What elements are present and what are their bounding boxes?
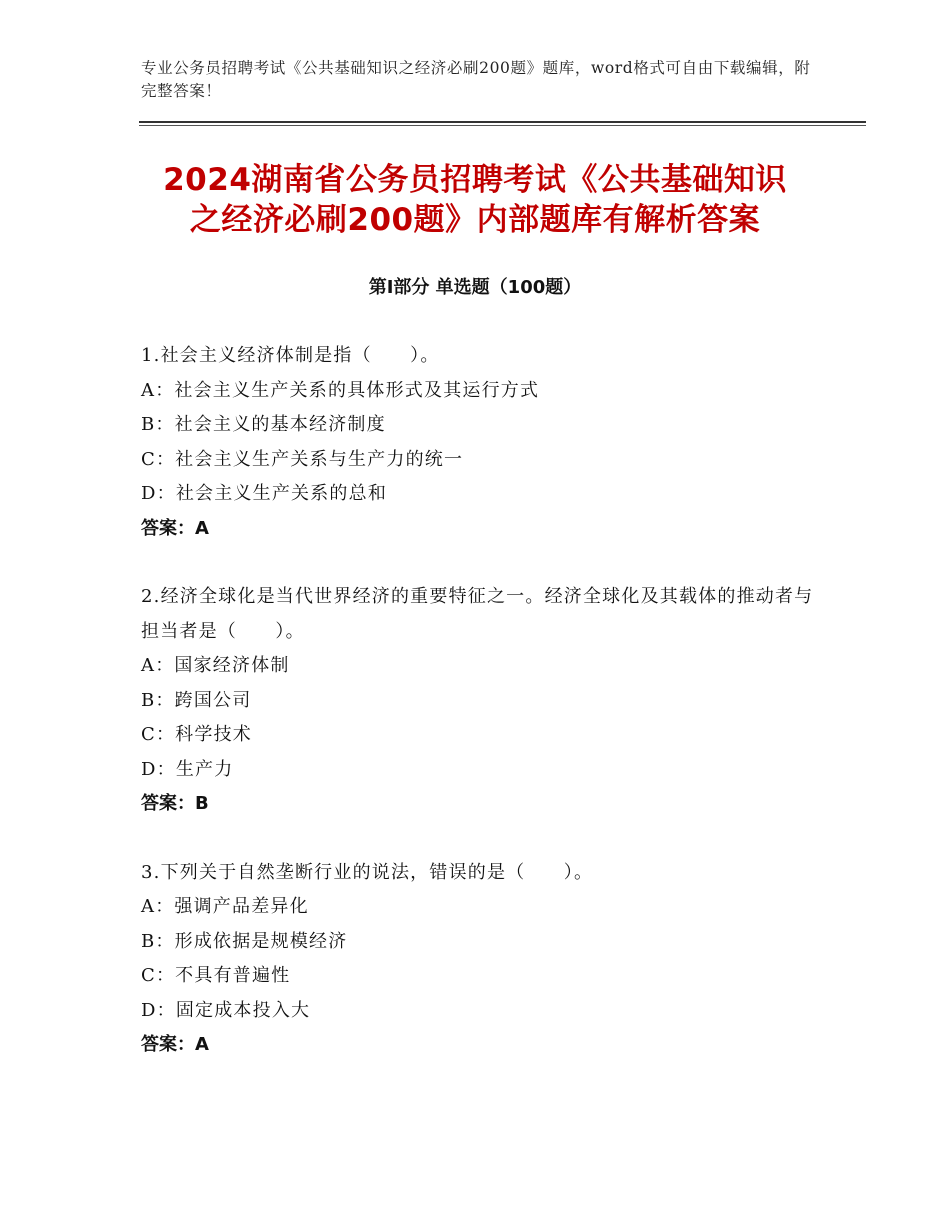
option-c: C：不具有普遍性 <box>141 965 291 986</box>
option-d: D：社会主义生产关系的总和 <box>141 483 388 504</box>
header-divider-thick <box>139 121 866 123</box>
option-b: B：社会主义的基本经济制度 <box>141 414 386 435</box>
question-2 <box>141 580 821 822</box>
option-b: B：跨国公司 <box>141 689 252 711</box>
question-3 <box>141 856 821 1063</box>
answer: 答案：B <box>141 793 209 814</box>
section-title: 第Ⅰ部分 单选题（100题） <box>368 277 582 298</box>
option-b: B：形成依据是规模经济 <box>141 930 348 952</box>
option-a: A：国家经济体制 <box>141 655 290 676</box>
option-d: D：生产力 <box>141 758 234 780</box>
header-note: 专业公务员招聘考试《公共基础知识之经济必刷200题》题库，word格式可自由下载编辑，附完整答案！ <box>141 59 811 100</box>
option-d: D：固定成本投入大 <box>141 999 311 1021</box>
question-stem: 3.下列关于自然垄断行业的说法，错误的是（ ）。 <box>141 861 594 883</box>
option-a: A：社会主义生产关系的具体形式及其运行方式 <box>141 379 540 401</box>
option-a: A：强调产品差异化 <box>141 896 309 917</box>
answer: 答案：A <box>141 1034 209 1055</box>
question-stem: 1.社会主义经济体制是指（ ）。 <box>141 345 440 366</box>
option-c: C：社会主义生产关系与生产力的统一 <box>141 448 464 470</box>
document-title-line-1: 2024湖南省公务员招聘考试《公共基础知识 <box>163 162 787 198</box>
question-1 <box>141 339 821 546</box>
document-title-line-2: 之经济必刷200题》内部题库有解析答案 <box>189 202 761 238</box>
option-c: C：科学技术 <box>141 724 252 745</box>
header-divider-thin <box>139 125 866 126</box>
question-stem: 2.经济全球化是当代世界经济的重要特征之一。经济全球化及其载体的推动者与担当者是（ ）。 <box>141 586 814 642</box>
answer: 答案：A <box>141 517 209 539</box>
question-list <box>141 339 821 1097</box>
document-title <box>100 160 850 240</box>
